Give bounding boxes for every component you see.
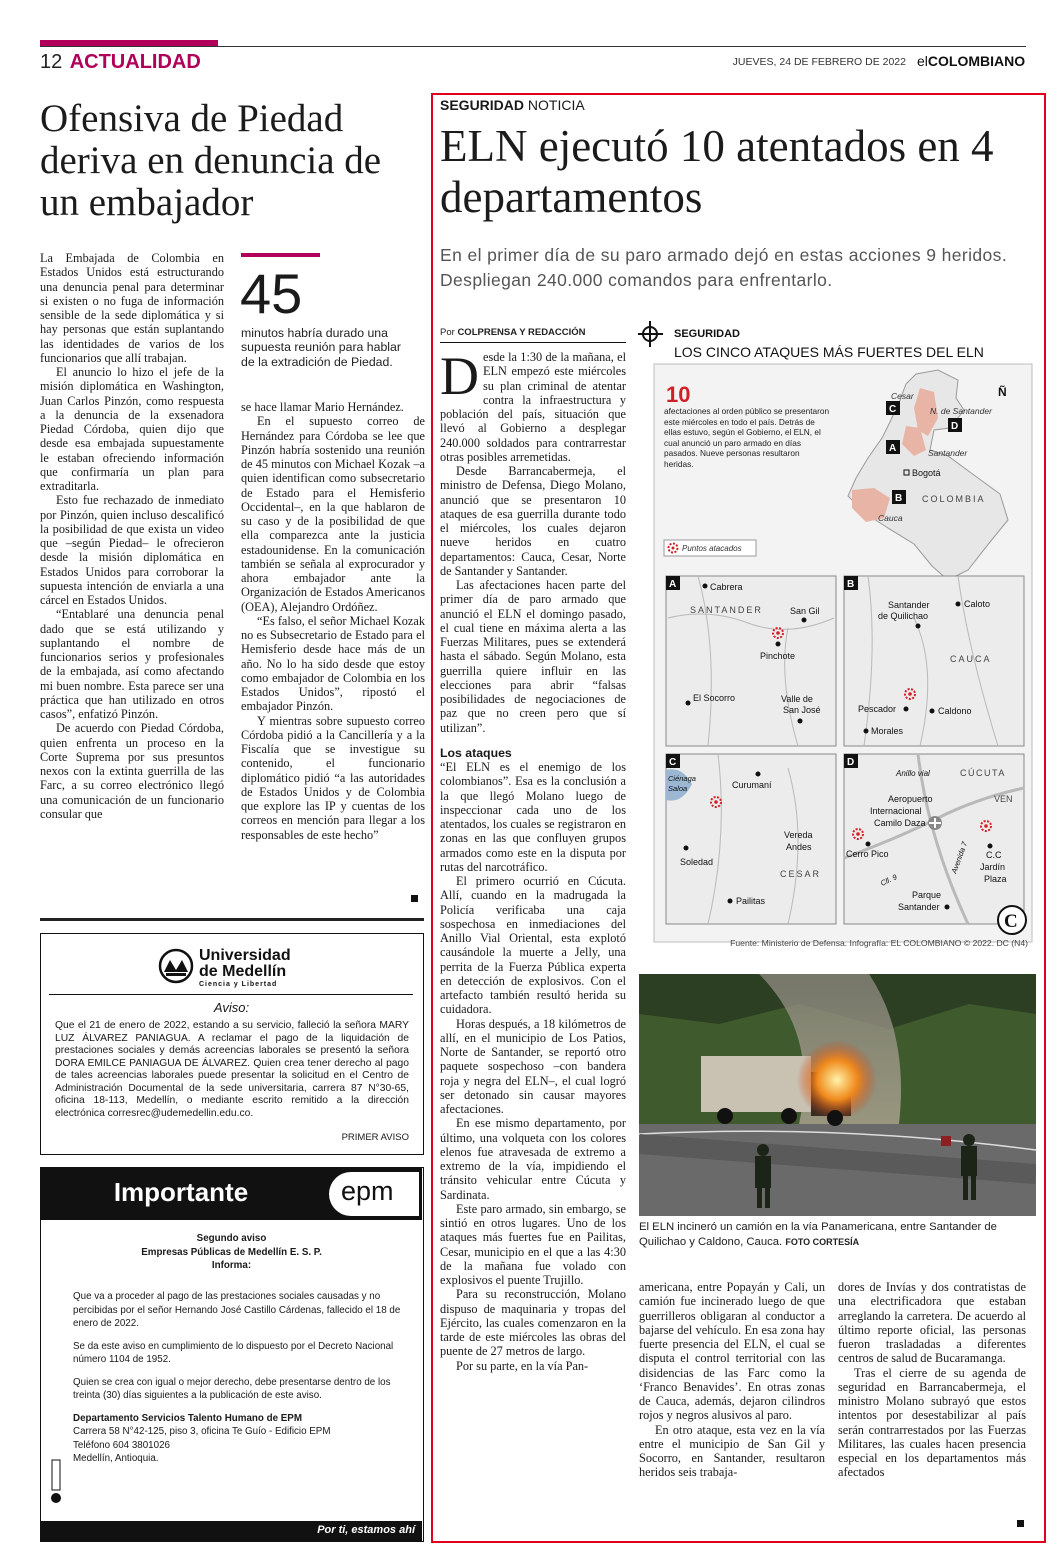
- place-label: Parque: [912, 890, 942, 900]
- end-mark: [1017, 1520, 1024, 1527]
- paragraph: El anuncio lo hizo el jefe de la misión diplomática en Washington, Juan Carlos Pinzón, como respuesta a la denuncia de la exsenadora Piedad Córdoba, quien dijo que desde esa embajada supuestamente le estaban ofreciendo información que confirmaría un plan para extraditarla.: [40, 365, 224, 493]
- epm-slogan: Por ti, estamos ahí: [317, 1524, 415, 1536]
- paragraph: Para su reconstrucción, Molano dispuso de maquinaria y tropas del Ejército, las cuales comenzaron en la tarde de este miércoles las obras del puente de 27 metros de largo.: [440, 1287, 626, 1359]
- epm-heading3: Informa:: [211, 1260, 252, 1271]
- region-label: SANTANDER: [690, 605, 763, 615]
- epm-heading1: Segundo aviso: [196, 1233, 267, 1244]
- paragraph: El primero ocurrió en Cúcuta. Allí, cuando en la madrugada la Policía verificaba una caja sospechosa en inmediaciones del Anillo Vial Oriental, esta explotó causándole la muerte a Jelly, una perrita de la Fuerza Pública experta en detección de explosivos. Con el artefacto también resultó herida su cuidadora.: [440, 874, 626, 1017]
- infographic-summary: afectaciones al orden público se presentaron este miércoles en todo el país. Detrás de ellas estuvo, según el Gobierno, el ELN, el cual anunció un paro armado en días pasados. Nueve personas resultaron heridas.: [664, 406, 830, 469]
- main-headline: ELN ejecutó 10 atentados en 4 departamentos: [440, 121, 994, 222]
- paragraph: Horas después, a 18 kilómetros de allí, en el municipio de Los Patios, Norte de Santander, se reportó otro paquete sospechoso –con bandera roja y negra del ELN–, el cual logró ser detonado sin causar mayores afectaciones.: [440, 1016, 626, 1116]
- lead-text: esde la 1:30 de la mañana, el ELN empezó este miércoles su plan criminal de atentar contra la infraestructura y población del país, situación que llevó al Gobierno a desplegar 240.000 soldados para contrarrestar otras posibles arremetidas.: [440, 350, 626, 464]
- photo-caption: [639, 1220, 1036, 1249]
- byline: [440, 327, 586, 338]
- place-label: Aeropuerto: [888, 794, 933, 804]
- place-label: Cabrera: [710, 582, 743, 592]
- udem-logo-icon: [156, 948, 196, 984]
- detail-map-d: [844, 754, 1024, 924]
- paragraph: Y mientras sobre supuesto correo Córdoba pidió a la Cancillería y a la Fiscalía que se investigue su contenido, el funcionario diplomático pidió “a las autoridades de Estados Unidos y de Colombia que explore las IP y cuentas de los correos en mención para llegar a los responsables de este hecho”: [241, 713, 425, 842]
- place-label: Santander: [888, 600, 930, 610]
- paragraph: dores de Invías y dos contratistas de una electrificadora que estaban arreglando la carretera. De acuerdo al último reporte oficial, las personas fueron trasladadas a diferentes centros de salud de Bucaramanga.: [838, 1280, 1026, 1366]
- infographic-title: LOS CINCO ATAQUES MÁS FUERTES DEL ELN: [674, 344, 984, 360]
- kicker-light: NOTICIA: [527, 97, 585, 113]
- place-label: Cerro Pico: [846, 849, 889, 859]
- epm-dept: Departamento Servicios Talento Humano de EPM: [73, 1412, 303, 1424]
- place-label: San Gil: [790, 606, 820, 616]
- header-rule: [40, 46, 1026, 47]
- svg-text:C: C: [1004, 911, 1018, 932]
- airplane-icon: [928, 816, 942, 830]
- place-label: El Socorro: [693, 693, 736, 703]
- udem-body: Que el 21 de enero de 2022, estando a su servicio, falleció la señora MARY LUZ ÁLVAREZ PANIAGUA. A reclamar el pago de la liquidación de prestaciones sociales y demás acreencias laborales se presentó la señora DORA EMILCE PANIAGUA DE ÁLVAREZ. Quien crea tener derecho al pago de tales acreencias laborales puede presentar la solicitud en el Centro de Administración Documental de la sede universitaria, carrera 87 N°30-65, oficina 18-113, Medellín, o mediante escrito remitido a la dirección electrónica corresrec@udemedellin.edu.co.: [55, 1020, 409, 1119]
- paragraph: Por su parte, en la vía Pan-: [456, 1358, 589, 1373]
- paragraph: “Es falso, el señor Michael Kozak no es Subsecretario de Estado para el Hemisferio desde hace más de un año. No lo ha sido desde que estoy como embajador de Colombia en los Estados Unidos”, ripostó el embajador Pinzón.: [241, 613, 425, 714]
- ad-udem: [40, 933, 424, 1155]
- epm-phone: Teléfono 604 3801026: [73, 1439, 170, 1451]
- detail-map-b: [844, 576, 1024, 746]
- road-label: Avenida 7: [949, 840, 970, 875]
- vigilado-seal-icon: [47, 1458, 65, 1506]
- paragraph: En el supuesto correo de Hernández para Córdoba se lee que Pinzón habría sostenido una reunión de 45 minutos con Michael Kozak –a quien identifican como subsecretario de Estado para el Hemisferio Occidental–, en la que hablaron de su caso y de la posibilidad de que ella comparezca ante la justicia estadounidense. En la comunicación también se señala al exprocurador y ahora embajador ante la Organización de Estados Americanos (OEA), Alejandro Ordóñez.: [241, 414, 425, 614]
- place-label: Plaza: [984, 874, 1007, 884]
- place-label: Pinchote: [760, 651, 796, 661]
- paragraph: “Entablaré una denuncia penal dado que se está utilizando y suplantando el nombre de funcionarios serios y profesionales de la embajada, así como afectando mi buen nombre. Esta parece ser una práctica que han utilizado en otros casos”, enfatizó Pinzón.: [40, 607, 224, 721]
- photo-caption-text: El ELN incineró un camión en la vía Panamericana, entre Santander de Quilichao y Caldono, Cauca.: [639, 1221, 997, 1248]
- place-label: Jardín: [980, 862, 1006, 872]
- main-kicker: [440, 97, 585, 113]
- map-label: Bogotá: [912, 468, 941, 478]
- region-label: CAUCA: [950, 654, 992, 664]
- paragraph: Las afectaciones hacen parte del primer día de paro armado que anunció el ELN el domingo pasado, el cual tiene en máxima alerta a las Fuerzas Militares, pues se extenderá hasta el sábado. Según Molano, esta guerrilla quiere influir en las elecciones para abrir “falsas posibilidades de negociaciones de paz que no creen pero que sí utilizan”.: [440, 578, 626, 735]
- epm-headings: [41, 1232, 422, 1273]
- map-label: Cesar: [891, 391, 914, 401]
- svg-text:D: D: [951, 421, 959, 432]
- main-story-col2: [639, 1280, 825, 1480]
- place-label: C.C: [986, 850, 1002, 860]
- svg-text:B: B: [895, 493, 903, 504]
- truck-fire-photo: [639, 974, 1036, 1216]
- paragraph: Esto fue rechazado de inmediato por Pinzón, quien incluso descalificó la posibilidad de que exista un video que –según Piedad– le ofrecieron desde la misión diplomática en Estados Unidos para corroborar la supuesta intención de enviarla a una cárcel en Estados Unidos.: [40, 493, 224, 607]
- end-mark: [411, 895, 418, 902]
- summary-wrap: [664, 406, 830, 496]
- detail-map-a: [666, 576, 836, 746]
- road-label: Anillo vial: [896, 769, 930, 778]
- place-label: Vereda: [784, 830, 813, 840]
- main-story-col1: [440, 346, 626, 1373]
- udem-name: [199, 948, 291, 989]
- udem-name-line2: de Medellín: [199, 963, 287, 980]
- photo-credit: FOTO CORTESÍA: [785, 1236, 860, 1247]
- left-headline: Ofensiva de Piedad deriva en denuncia de un embajador: [40, 97, 382, 224]
- legend-label: Puntos atacados: [682, 544, 742, 553]
- udem-name-line1: Universidad: [199, 947, 291, 964]
- udem-motto: Ciencia y Libertad: [199, 981, 278, 988]
- kicker-bold: SEGURIDAD: [440, 97, 525, 113]
- place-label: Pailitas: [736, 896, 766, 906]
- elcolombiano-badge-icon: [998, 906, 1026, 934]
- left-story-col2: [241, 400, 425, 842]
- place-label: de Quilichao: [878, 611, 929, 621]
- place-label: Camilo Daza: [874, 818, 926, 828]
- section-label: ACTUALIDAD: [69, 51, 201, 73]
- infographic-svg: [638, 318, 1036, 950]
- svg-text:C: C: [889, 404, 897, 415]
- place-label: Internacional: [870, 806, 922, 816]
- place-label: Andes: [786, 842, 812, 852]
- map-label: N. de Santander: [930, 406, 992, 416]
- panel-letter: A: [669, 579, 677, 590]
- subhead: Los ataques: [440, 745, 512, 760]
- page-header: [40, 50, 201, 74]
- panel-letter: B: [847, 579, 855, 590]
- epm-city: Medellín, Antioquia.: [73, 1453, 159, 1464]
- brand-prefix: el: [917, 53, 928, 69]
- brand-name: COLOMBIANO: [927, 53, 1026, 69]
- panel-letter: C: [669, 757, 677, 768]
- place-label: Caloto: [964, 599, 991, 609]
- epm-paragraph: Que va a proceder al pago de las prestaciones sociales causadas y no percibidas por el señor Hernando José Castillo Cárdenas, fallecido el 18 de enero de 2022.: [73, 1291, 401, 1329]
- paragraph: Desde Barrancabermeja, el ministro de Defensa, Diego Molano, anunció que se presentaron 10 ataques de esa guerrilla durante todo el miércoles, los cuales dejaron nueve heridos en cuatro departamentos: Cauca, Cesar, Norte de Santander y Santander.: [440, 464, 626, 578]
- paragraph: De acuerdo con Piedad Córdoba, quien enfrenta un proceso en la Corte Suprema por sus presuntos nexos con la extinta guerrilla de las Farc, a su correo electrónico llegó una comunicación de un funcionario consular que: [40, 721, 224, 821]
- main-photo: [639, 974, 1036, 1216]
- page-number: 12: [40, 51, 63, 73]
- big-number: 10: [666, 382, 691, 407]
- epm-banner-text: Importante: [113, 1177, 249, 1207]
- main-deck: En el primer día de su paro armado dejó en estas acciones 9 heridos. Despliegan 240.000 comandos para enfrentarlo.: [440, 245, 1008, 290]
- ad-epm: [40, 1167, 424, 1542]
- paragraph: En otro ataque, esta vez en la vía entre el municipio de San Gil y Socorro, en Santander, resultaron heridos seis trabaja-: [639, 1422, 825, 1480]
- region-label: CÚCUTA: [960, 768, 1006, 778]
- map-marker-a: [886, 440, 900, 454]
- paragraph: La Embajada de Colombia en Estados Unidos está estructurando una denuncia penal para determinar si existen o no fuga de información sensible de la sede diplomática y si hay personas que están suplantando las identidades de varios de los funcionarios que allí trabajan.: [40, 251, 224, 365]
- paragraph: Tras el cierre de su agenda de seguridad en Barrancabermeja, el ministro Molano subrayó que estos intentos por desestabilizar al país serán contrarrestados por las Fuerzas Militares, las cuales hacen presencia especial en los departamentos más afectados: [838, 1365, 1026, 1480]
- epm-heading2: Empresas Públicas de Medellín E. S. P.: [141, 1246, 322, 1258]
- map-marker-c: [886, 401, 900, 415]
- map-marker-b: [892, 490, 906, 504]
- svg-text:A: A: [889, 443, 897, 454]
- compass-icon: [638, 321, 663, 347]
- place-label: Valle de: [781, 694, 813, 704]
- udem-title: Aviso:: [213, 1000, 250, 1015]
- place-label: Santander: [898, 902, 940, 912]
- paragraph: Este paro armado, sin embargo, se sintió en otros lugares. Uno de los ataques más fuertes fue en Pailitas, Cesar, municipio en el que a las 4:30 de la mañana fue volado con explosivos el puente Trujillo.: [440, 1201, 626, 1287]
- infographic-kicker: SEGURIDAD: [674, 328, 741, 340]
- stat-number: 45: [240, 262, 303, 325]
- paragraph: americana, entre Popayán y Cali, un camión fue incinerado luego de que guerrilleros obligaran al conductor a bajarse del vehículo. En esa zona hay fuerte presencia del ELN, el cual se disputa el control territorial con las disidencias de las Farc como la ‘Franco Benavides’. En otras zonas de Cauca, además, dejaron cilindros rojos y negros alusivos al paro.: [639, 1280, 825, 1423]
- stat-text: minutos habría durado una supuesta reunión para hablar de la extradición de Piedad.: [241, 326, 401, 369]
- country-label: VEN: [994, 794, 1013, 804]
- map-label: Cauca: [878, 513, 903, 523]
- stat-box-rule: [241, 253, 320, 257]
- epm-logo: epm: [341, 1176, 394, 1206]
- byline-prefix: Por: [440, 327, 455, 338]
- drop-cap: D: [440, 346, 479, 406]
- paragraph: “El ELN es el enemigo de los colombianos”. Esa es la conclusión a la que llegó Molano luego de inspeccionar cada uno de los atentados, los cuales se registraron en zonas en las que confluyen grupos armados como este en la disputa por rutas del narcotráfico.: [440, 760, 626, 874]
- paragraph: En ese mismo departamento, por último, una volqueta con los colores elenos fue atravesada de extremo a extremo de la vía, impidiendo el tránsito vehicular entre Cúcuta y Sardinata.: [440, 1116, 626, 1202]
- detail-map-c: [666, 754, 836, 924]
- udem-footer: PRIMER AVISO: [341, 1132, 409, 1143]
- udem-rule: [49, 994, 413, 995]
- left-story-rule: [40, 918, 424, 921]
- infographic: [638, 318, 1036, 950]
- place-label: Curumaní: [732, 780, 772, 790]
- epm-paragraph: Quien se crea con igual o mejor derecho, debe presentarse dentro de los treinta (30) días siguientes a la publicación de este aviso.: [73, 1376, 391, 1401]
- place-label: Soledad: [680, 857, 714, 867]
- place-label: Morales: [871, 726, 904, 736]
- byline-name: COLPRENSA Y REDACCIÓN: [457, 327, 586, 338]
- region-label: CESAR: [780, 869, 822, 879]
- byline-rule: [440, 342, 626, 343]
- main-story-col3: [838, 1280, 1026, 1480]
- date-line: JUEVES, 24 DE FEBRERO DE 2022: [732, 56, 906, 68]
- map-marker-d: [948, 418, 962, 432]
- north-indicator: Ñ: [998, 385, 1007, 399]
- place-label: San José: [783, 705, 821, 715]
- epm-address: Carrera 58 N°42-125, piso 3, oficina Te Guío - Edificio EPM: [73, 1426, 331, 1437]
- brand-logo: [917, 53, 1025, 69]
- paragraph: se hace llamar Mario Hernández.: [241, 400, 404, 414]
- epm-paragraph: Se da este aviso en cumplimiento de lo dispuesto por el Decreto Nacional número 1104 de 1952.: [73, 1340, 394, 1365]
- infographic-source: Fuente: Ministerio de Defensa. Infografía: EL COLOMBIANO © 2022. DC (N4): [730, 938, 1028, 948]
- place-label: Pescador: [858, 704, 897, 714]
- place-label: Ciénaga: [668, 774, 696, 783]
- left-story-col1: [40, 251, 224, 821]
- map-label: COLOMBIA: [922, 494, 986, 504]
- place-label: Saloa: [668, 784, 688, 793]
- place-label: Caldono: [938, 706, 972, 716]
- panel-letter: D: [847, 757, 855, 768]
- map-label: Santander: [928, 448, 968, 458]
- road-label: Cll. 9: [879, 872, 899, 888]
- epm-body: [73, 1290, 413, 1466]
- lead-paragraph: [440, 346, 626, 464]
